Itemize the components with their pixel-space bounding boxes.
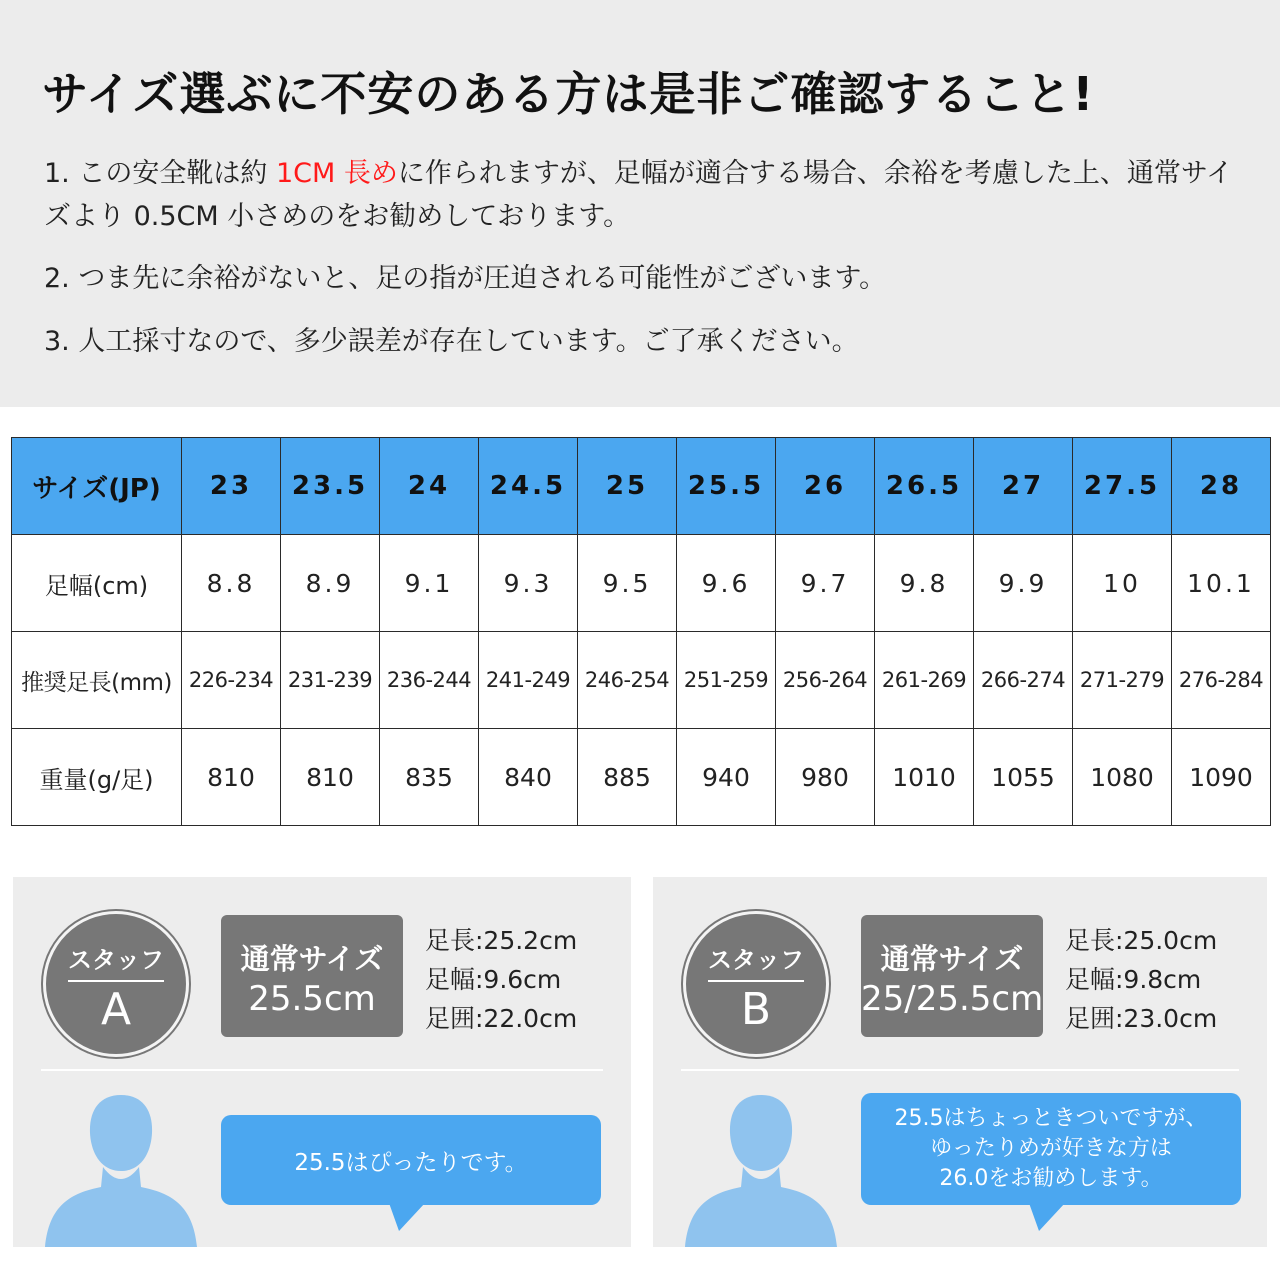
person-silhouette-icon xyxy=(681,1083,841,1247)
table-cell: 251-259 xyxy=(677,632,776,729)
table-cell: 9.3 xyxy=(479,535,578,632)
comment-bubble xyxy=(861,1093,1241,1205)
size-header-cell: 27.5 xyxy=(1073,438,1172,535)
table-cell: 266-274 xyxy=(974,632,1073,729)
bubble-tail xyxy=(1029,1203,1065,1231)
table-cell: 226-234 xyxy=(182,632,281,729)
staff-badge-letter: B xyxy=(740,984,772,1035)
panel-divider xyxy=(681,1069,1239,1071)
size-header-cell: 24 xyxy=(380,438,479,535)
foot-length: 足長:25.2cm xyxy=(425,926,578,955)
size-header-cell: 24.5 xyxy=(479,438,578,535)
notice-item-1-start: 1. この安全靴は約 xyxy=(44,158,276,189)
bubble-tail xyxy=(389,1203,425,1231)
size-header-cell: 25.5 xyxy=(677,438,776,535)
table-cell: 810 xyxy=(182,729,281,826)
table-cell: 9.9 xyxy=(974,535,1073,632)
notice-item-3: 3. 人工採寸なので、多少誤差が存在しています。ご了承ください。 xyxy=(44,326,859,357)
comment-line: 25.5はちょっときついですが、 xyxy=(894,1106,1208,1131)
table-cell: 885 xyxy=(578,729,677,826)
staff-badge-label: スタッフ xyxy=(68,946,164,974)
usual-size-title: 通常サイズ xyxy=(880,942,1024,976)
person-silhouette-icon xyxy=(41,1083,201,1247)
row-label: 推奨足長(mm) xyxy=(12,632,182,729)
table-cell: 835 xyxy=(380,729,479,826)
row-label: 足幅(cm) xyxy=(12,535,182,632)
size-header-cell: 23 xyxy=(182,438,281,535)
usual-size-box xyxy=(221,915,403,1037)
staff-badge xyxy=(683,911,829,1057)
comment-line: 26.0をお勧めします。 xyxy=(939,1166,1163,1191)
table-cell: 9.8 xyxy=(875,535,974,632)
table-cell: 271-279 xyxy=(1073,632,1172,729)
table-row-foot-length xyxy=(12,632,1271,729)
foot-measurements xyxy=(425,921,577,1038)
table-cell: 840 xyxy=(479,729,578,826)
notice-item-1-end: に作られますが、足幅が適合する場合、余裕を考慮した上、通常サイズより 0.5CM 小さめのをお勧めしております。 xyxy=(44,158,1233,232)
comment-bubble xyxy=(221,1115,601,1205)
table-cell: 231-239 xyxy=(281,632,380,729)
table-cell: 1055 xyxy=(974,729,1073,826)
comment-text: 25.5はぴったりです。 xyxy=(294,1149,528,1176)
foot-width: 足幅:9.6cm xyxy=(425,965,562,994)
badge-divider xyxy=(68,980,164,982)
notice-title: サイズ選ぶに不安のある方は是非ご確認すること! xyxy=(42,67,1095,121)
notice-item-1-highlight: 1CM 長め xyxy=(275,158,398,189)
foot-girth: 足囲:22.0cm xyxy=(425,1004,578,1033)
usual-size-value: 25/25.5cm xyxy=(861,979,1044,1019)
foot-width: 足幅:9.8cm xyxy=(1065,965,1202,994)
foot-girth: 足囲:23.0cm xyxy=(1065,1004,1218,1033)
table-cell: 810 xyxy=(281,729,380,826)
table-cell: 10 xyxy=(1073,535,1172,632)
table-row-weight xyxy=(12,729,1271,826)
size-header-cell: 26 xyxy=(776,438,875,535)
table-cell: 261-269 xyxy=(875,632,974,729)
table-cell: 256-264 xyxy=(776,632,875,729)
table-cell: 1080 xyxy=(1073,729,1172,826)
table-cell: 9.1 xyxy=(380,535,479,632)
staff-b-panel xyxy=(653,877,1267,1247)
panel-divider xyxy=(41,1069,603,1071)
badge-divider xyxy=(708,980,804,982)
table-cell: 10.1 xyxy=(1172,535,1271,632)
staff-badge xyxy=(43,911,189,1057)
table-cell: 1090 xyxy=(1172,729,1271,826)
table-cell: 9.5 xyxy=(578,535,677,632)
notice-item-1 xyxy=(44,152,1254,238)
usual-size-box xyxy=(861,915,1043,1037)
foot-length: 足長:25.0cm xyxy=(1065,926,1218,955)
staff-badge-label: スタッフ xyxy=(708,946,804,974)
table-cell: 8.8 xyxy=(182,535,281,632)
header-label-cell: サイズ(JP) xyxy=(12,438,182,535)
staff-a-panel xyxy=(13,877,631,1247)
table-cell: 9.7 xyxy=(776,535,875,632)
comment-text xyxy=(879,1104,1224,1194)
foot-measurements xyxy=(1065,921,1217,1038)
staff-badge-letter: A xyxy=(100,984,132,1035)
table-cell: 980 xyxy=(776,729,875,826)
table-cell: 1010 xyxy=(875,729,974,826)
comment-line: ゆったりめが好きな方は xyxy=(930,1136,1172,1161)
usual-size-title: 通常サイズ xyxy=(240,942,384,976)
table-cell: 236-244 xyxy=(380,632,479,729)
notice-item-2: 2. つま先に余裕がないと、足の指が圧迫される可能性がございます。 xyxy=(44,263,887,294)
size-header-cell: 28 xyxy=(1172,438,1271,535)
table-cell: 9.6 xyxy=(677,535,776,632)
row-label: 重量(g/足) xyxy=(12,729,182,826)
table-cell: 246-254 xyxy=(578,632,677,729)
table-cell: 276-284 xyxy=(1172,632,1271,729)
table-cell: 940 xyxy=(677,729,776,826)
table-header-row xyxy=(12,438,1271,535)
size-header-cell: 27 xyxy=(974,438,1073,535)
table-cell: 241-249 xyxy=(479,632,578,729)
size-chart-table xyxy=(11,437,1271,826)
table-row-foot-width xyxy=(12,535,1271,632)
size-notice xyxy=(0,0,1280,407)
size-header-cell: 25 xyxy=(578,438,677,535)
size-header-cell: 26.5 xyxy=(875,438,974,535)
usual-size-value: 25.5cm xyxy=(248,979,376,1019)
table-cell: 8.9 xyxy=(281,535,380,632)
size-header-cell: 23.5 xyxy=(281,438,380,535)
